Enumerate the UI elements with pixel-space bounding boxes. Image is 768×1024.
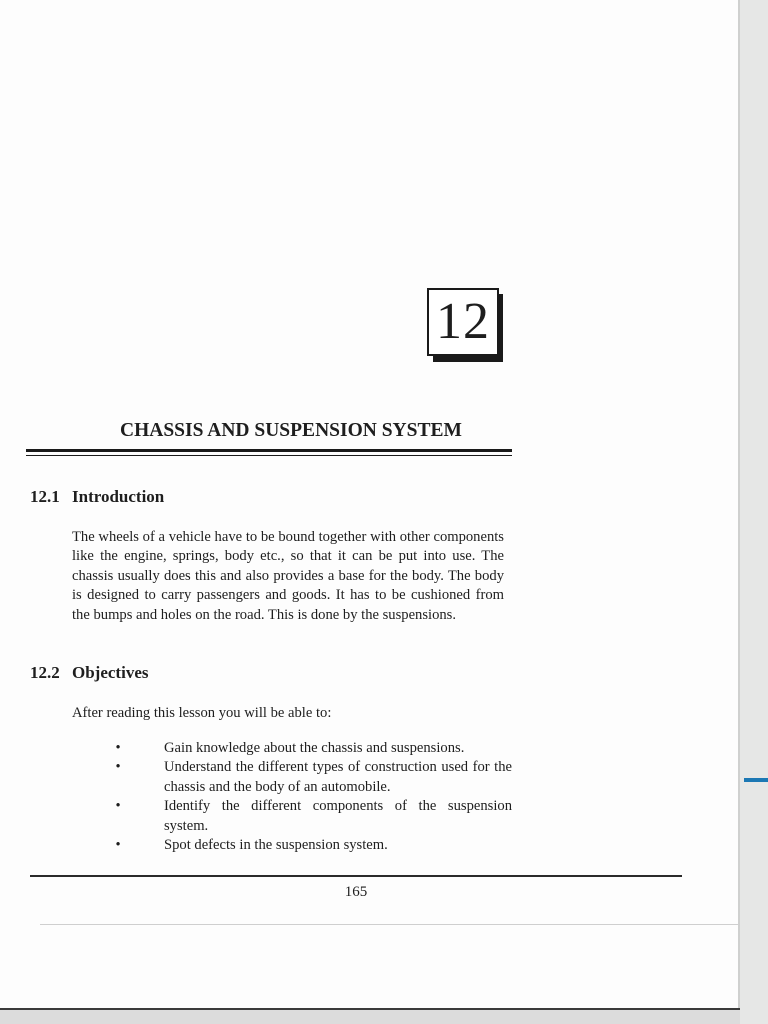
chapter-number: 12 bbox=[427, 288, 499, 356]
footer-rule bbox=[30, 875, 682, 877]
bullet-icon: • bbox=[115, 740, 121, 756]
chapter-title: CHASSIS AND SUSPENSION SYSTEM bbox=[120, 420, 462, 441]
introduction-paragraph: The wheels of a vehicle have to be bound together with other components like the engine, springs, body etc., so that it can be put into use. The chassis usually does this and also provides a base for the body. The body is designed to carry passengers and goods. It has to be cushioned from the bumps and holes on the road. This is done by the suspensions. bbox=[72, 529, 504, 623]
list-item bbox=[112, 836, 512, 855]
list-item-text: Gain knowledge about the chassis and suspensions. bbox=[164, 740, 465, 756]
chapter-box-shadow-bottom bbox=[433, 356, 503, 362]
list-item bbox=[112, 758, 512, 797]
scan-blue-mark bbox=[744, 778, 768, 782]
scan-bottom-strip bbox=[0, 1010, 740, 1024]
section-heading-introduction bbox=[30, 487, 164, 507]
title-rule-thin bbox=[26, 455, 512, 456]
objectives-lead: After reading this lesson you will be able to: bbox=[72, 705, 332, 721]
bullet-icon: • bbox=[115, 798, 121, 815]
list-item-text: Spot defects in the suspension system. bbox=[164, 837, 388, 854]
list-item bbox=[112, 739, 512, 758]
section-title: Objectives bbox=[72, 663, 149, 682]
list-item-text: Identify the different components of the suspension system. bbox=[164, 798, 512, 834]
section-number: 12.2 bbox=[30, 663, 60, 682]
page-trim-line bbox=[40, 924, 740, 925]
title-rule-thick bbox=[26, 449, 512, 452]
list-item bbox=[112, 797, 512, 836]
section-number: 12.1 bbox=[30, 487, 60, 506]
section-title: Introduction bbox=[72, 487, 165, 506]
section-heading-objectives bbox=[30, 663, 148, 683]
bullet-icon: • bbox=[115, 837, 121, 854]
scan-edge bbox=[740, 0, 768, 1024]
page-number: 165 bbox=[344, 884, 368, 900]
bullet-icon: • bbox=[115, 759, 121, 776]
objectives-list bbox=[112, 739, 512, 855]
list-item-text: Understand the different types of construction used for the chassis and the body of an automobile. bbox=[164, 759, 512, 795]
